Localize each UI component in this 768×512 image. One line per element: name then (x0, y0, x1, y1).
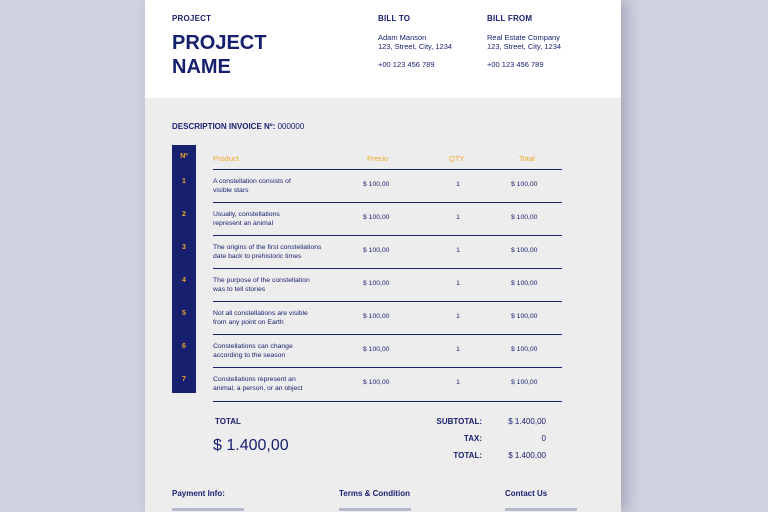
row-number: 3 (182, 244, 186, 251)
product-line-1: Usually, constellations (213, 211, 280, 218)
invoice-header (145, 0, 621, 98)
table-divider (213, 235, 562, 236)
row-number: 5 (182, 310, 186, 317)
total-cell: $ 100,00 (511, 280, 538, 287)
bill-to-phone: +00 123 456 789 (378, 60, 435, 69)
product-line-1: The origins of the first constellations (213, 244, 322, 251)
header-total: Total (519, 154, 535, 163)
total-cell: $ 100,00 (511, 247, 538, 254)
price-cell: $ 100,00 (363, 214, 390, 221)
price-cell: $ 100,00 (363, 181, 390, 188)
qty-cell: 1 (456, 313, 460, 320)
product-line-2: from any point on Earth (213, 318, 284, 326)
total-amount: $ 1.400,00 (213, 437, 289, 454)
bill-from-name: Real Estate Company (487, 33, 560, 42)
qty-cell: 1 (456, 379, 460, 386)
payment-info-heading: Payment Info: (172, 489, 225, 498)
table-divider (213, 367, 562, 368)
header-no: Nº (180, 153, 188, 160)
total-cell: $ 100,00 (511, 379, 538, 386)
row-number: 2 (182, 211, 186, 218)
total-cell: $ 100,00 (511, 313, 538, 320)
total-cell: $ 100,00 (511, 181, 538, 188)
product-line-2: was to tell stories (213, 285, 266, 293)
project-name: PROJECT NAME (172, 32, 267, 78)
product-line-2: animal, a person, or an object (213, 384, 303, 392)
product-line-1: Constellations represent an (213, 376, 296, 383)
row-number: 1 (182, 178, 186, 185)
product-line-1: A constellation consists of (213, 178, 291, 185)
table-divider (213, 169, 562, 170)
cropped-text-line (172, 508, 244, 511)
terms-heading: Terms & Condition (339, 489, 410, 498)
row-number-column (172, 145, 196, 393)
grand-total-value: $ 1.400,00 (508, 451, 546, 460)
project-label: PROJECT (172, 14, 212, 23)
invoice-number: 000000 (277, 122, 305, 131)
grand-total-label: TOTAL: (453, 451, 482, 460)
product-line-2: represent an animal (213, 219, 274, 227)
header-product: Product (213, 154, 239, 163)
row-number: 7 (182, 376, 186, 383)
product-line-2: according to the season (213, 351, 286, 359)
table-divider (213, 334, 562, 335)
bill-from-address: 123, Street, City, 1234 (487, 42, 562, 51)
table-divider (213, 401, 562, 402)
product-line-1: The purpose of the constellation (213, 277, 310, 284)
total-label: TOTAL (215, 417, 241, 426)
bill-to-label: BILL TO (378, 14, 411, 23)
product-line-1: Not all constellations are visible (213, 310, 308, 317)
table-divider (213, 202, 562, 203)
price-cell: $ 100,00 (363, 379, 390, 386)
product-line-2: date back to prehistoric times (213, 252, 302, 260)
subtotal-label: SUBTOTAL: (436, 417, 482, 426)
bill-to-name: Adam Manson (378, 33, 427, 42)
cropped-text-line (339, 508, 411, 511)
invoice-page (145, 0, 621, 512)
header-price: Precio (367, 154, 389, 163)
price-cell: $ 100,00 (363, 346, 390, 353)
header-qty: QTY (449, 154, 465, 163)
contact-heading: Contact Us (505, 489, 548, 498)
table-divider (213, 301, 562, 302)
bill-from-phone: +00 123 456 789 (487, 60, 544, 69)
invoice-number-label: DESCRIPTION INVOICE Nº: (172, 122, 276, 131)
total-cell: $ 100,00 (511, 214, 538, 221)
tax-value: 0 (541, 434, 546, 443)
qty-cell: 1 (456, 247, 460, 254)
qty-cell: 1 (456, 280, 460, 287)
price-cell: $ 100,00 (363, 313, 390, 320)
qty-cell: 1 (456, 181, 460, 188)
bill-from-label: BILL FROM (487, 14, 533, 23)
subtotal-value: $ 1.400,00 (508, 417, 546, 426)
total-cell: $ 100,00 (511, 346, 538, 353)
table-divider (213, 268, 562, 269)
product-line-2: visible stars (213, 186, 249, 194)
qty-cell: 1 (456, 346, 460, 353)
tax-label: TAX: (463, 434, 482, 443)
bill-to-address: 123, Street, City, 1234 (378, 42, 453, 51)
invoice-number-line (172, 122, 304, 131)
price-cell: $ 100,00 (363, 280, 390, 287)
row-number: 4 (182, 277, 186, 284)
qty-cell: 1 (456, 214, 460, 221)
row-number: 6 (182, 343, 186, 350)
price-cell: $ 100,00 (363, 247, 390, 254)
cropped-text-line (505, 508, 577, 511)
product-line-1: Constellations can change (213, 343, 293, 350)
